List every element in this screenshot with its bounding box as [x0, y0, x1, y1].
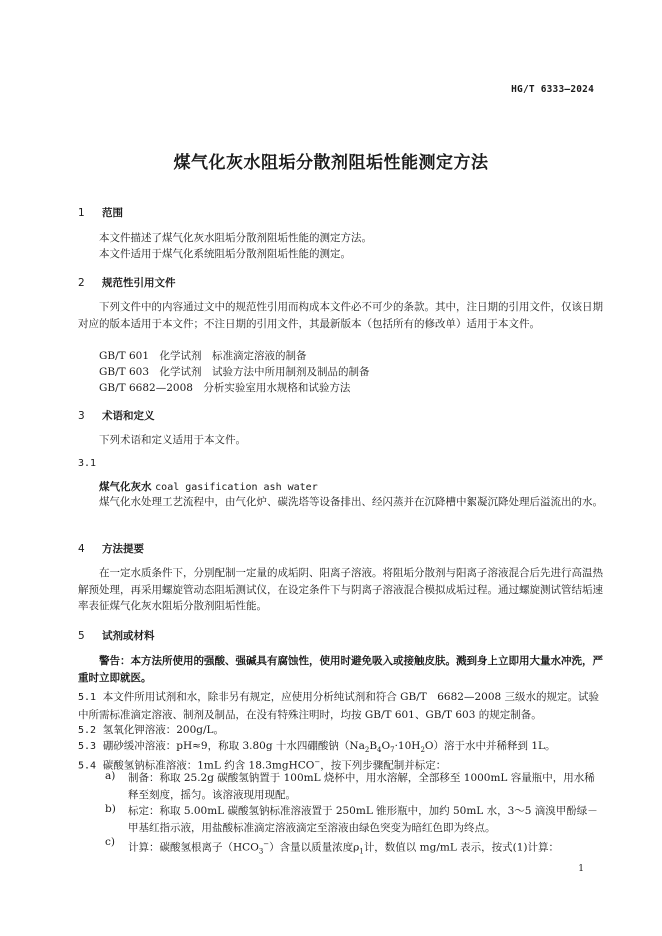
- section-5-heading: 5 试剂或材料: [78, 630, 155, 642]
- list-label-b: b): [105, 803, 116, 815]
- term-definition: 煤气化水处理工艺流程中，由气化炉、碳洗塔等设备排出、经闪蒸并在沉降槽中絮凝沉降处理后溢流出的水。: [99, 496, 603, 508]
- section-1-para-1: 本文件描述了煤气化灰水阻垢分散剂阻垢性能的测定方法。: [99, 232, 372, 244]
- list-item-b: 标定：称取 5.00mL 碳酸氢钠标准溶液置于 250mL 锥形瓶中，加约 50mL 水，3～5 滴溴甲酚绿－甲基红指示液，用盐酸标准滴定溶液滴定至溶液由绿色突变为暗红色即为终点。: [128, 805, 598, 834]
- section-1-heading: 1 范围: [78, 207, 123, 219]
- section-1-para-2: 本文件适用于煤气化系统阻垢分散剂阻垢性能的测定。: [99, 248, 351, 260]
- clause-5-1: 5.1 本文件所用试剂和水，除非另有规定，应使用分析纯试剂和符合 GB/T 6682—2008 三级水的规定。试验中所需标准滴定溶液、制剂及制品，在没有特殊注明时，均按 GB/T 601、GB/T 603 的规定制备。: [78, 691, 600, 721]
- term-name: 煤气化灰水 coal gasification ash water: [99, 481, 318, 493]
- term-number: 3.1: [78, 458, 97, 469]
- section-4-heading: 4 方法提要: [78, 543, 144, 555]
- section-3-intro: 下列术语和定义适用于本文件。: [99, 434, 246, 446]
- list-label-c: c): [105, 836, 115, 848]
- standard-number: HG/T 6333—2024: [511, 84, 594, 95]
- normative-reference: GB/T 6682—2008 分析实验室用水规格和试验方法: [99, 382, 351, 394]
- normative-reference: GB/T 601 化学试剂 标准滴定溶液的制备: [99, 350, 307, 362]
- list-item-a: 制备：称取 25.2g 碳酸氢钠置于 100mL 烧杯中，用水溶解，全部移至 1000mL 容量瓶中，用水稀释至刻度，摇匀。该溶液现用现配。: [128, 772, 595, 801]
- clause-5-2: 5.2 氢氧化钾溶液：200g/L。: [78, 724, 225, 736]
- list-label-a: a): [105, 770, 116, 782]
- list-item-c: 计算：碳酸氢根离子$(HCO_3^-)$含量以质量浓度$\rho_1$计，数值以 mg/mL 表示，按式(1)计算：: [128, 840, 560, 856]
- clause-5-3: 5.3 硼砂缓冲溶液：pH≈9，称取 3.80g 十水四硼酸钠$(Na_2B_4O_7\cdot 10H_2O)$溶于水中并稀释到 1L。: [78, 740, 556, 755]
- section-3-heading: 3 术语和定义: [78, 410, 155, 422]
- document-title: 煤气化灰水阻垢分散剂阻垢性能测定方法: [173, 153, 489, 173]
- section-4-para: 在一定水质条件下，分别配制一定量的成垢阴、阳离子溶液。将阻垢分散剂与阳离子溶液混合后先进行高温热解预处理，再采用螺旋管动态阻垢测试仪，在设定条件下与阴离子溶液混合模拟成垢过程。通过螺旋测试管结垢速率表征煤气化灰水阻垢分散剂阻垢性能。: [78, 567, 603, 612]
- warning-text: 警告：本方法所使用的强酸、强碱具有腐蚀性，使用时避免吸入或接触皮肤。溅到身上立即用大量水冲洗，严重时立即就医。: [78, 655, 603, 684]
- section-2-intro: 下列文件中的内容通过文中的规范性引用而构成本文件必不可少的条款。其中，注日期的引用文件，仅该日期对应的版本适用于本文件；不注日期的引用文件，其最新版本（包括所有的修改单）适用于本文件。: [78, 301, 603, 330]
- clause-5-4: 5.4 碳酸氢钠标准溶液：1mL 约含 18.3mgHCO−，按下列步骤配制并标定：: [78, 758, 447, 772]
- page-number: 1: [578, 864, 584, 874]
- section-2-heading: 2 规范性引用文件: [78, 277, 176, 289]
- normative-reference: GB/T 603 化学试剂 试验方法中所用制剂及制品的制备: [99, 366, 370, 378]
